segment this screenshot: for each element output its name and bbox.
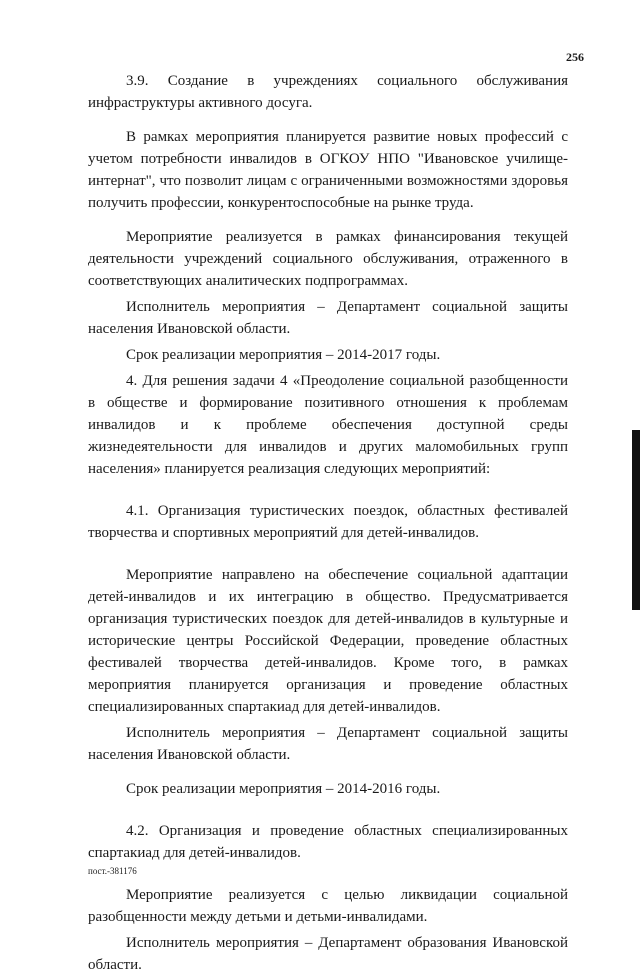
page-number: 256 — [566, 50, 584, 64]
paragraph-3-9-term: Срок реализации мероприятия – 2014-2017 годы. — [126, 347, 441, 363]
paragraph-4-1-description: Мероприятие направлено на обеспечение социальной адаптации детей-инвалидов и их интеграцию в общество. Предусматривается организация туристических поездок для детей-инвалидов в культурные и исторические центры Российской Федерации, проведение областных фестивалей творчества детей-инвалидов. Кроме того, в рамках мероприятия планируется организация и проведение областных специализированных спартакиад для детей-инвалидов. — [88, 567, 568, 715]
paragraph-task-4-intro: 4. Для решения задачи 4 «Преодоление социальной разобщенности в обществе и формирование позитивного отношения к проблемам инвалидов и к проблеме обеспечения доступной среды жизнедеятельности для инвалидов и других маломобильных групп населения» планируется реализация следующих мероприятий: — [88, 373, 568, 477]
paragraph-3-9-executor: Исполнитель мероприятия – Департамент социальной защиты населения Ивановской области. — [88, 299, 568, 337]
paragraph-3-9-title: 3.9. Создание в учреждениях социального обслуживания инфраструктуры активного досуга. — [88, 73, 568, 111]
paragraph-4-2-description: Мероприятие реализуется с целью ликвидации социальной разобщенности между детьми и детьми-инвалидами. — [88, 887, 568, 925]
paragraph-4-2-executor: Исполнитель мероприятия – Департамент образования Ивановской области. — [88, 935, 568, 973]
paragraph-4-1-term: Срок реализации мероприятия – 2014-2016 годы. — [126, 781, 441, 797]
paragraph-3-9-financing: Мероприятие реализуется в рамках финансирования текущей деятельности учреждений социального обслуживания, отраженного в соответствующих аналитических подпрограммах. — [88, 229, 568, 289]
document-body — [88, 70, 568, 976]
document-code: пост.-381176 — [88, 866, 137, 876]
paragraph-4-1-executor: Исполнитель мероприятия – Департамент социальной защиты населения Ивановской области. — [88, 725, 568, 763]
paragraph-3-9-description: В рамках мероприятия планируется развитие новых профессий с учетом потребности инвалидов в ОГКОУ НПО "Ивановское училище-интернат", что позволит лицам с ограниченными возможностями здоровья получить профессии, конкурентоспособные на рынке труда. — [88, 129, 568, 211]
paragraph-4-2-title: 4.2. Организация и проведение областных специализированных спартакиад для детей-инвалидов. — [88, 823, 568, 861]
paragraph-4-1-title: 4.1. Организация туристических поездок, областных фестивалей творчества и спортивных мероприятий для детей-инвалидов. — [88, 503, 568, 541]
scan-edge-mark — [632, 430, 640, 610]
